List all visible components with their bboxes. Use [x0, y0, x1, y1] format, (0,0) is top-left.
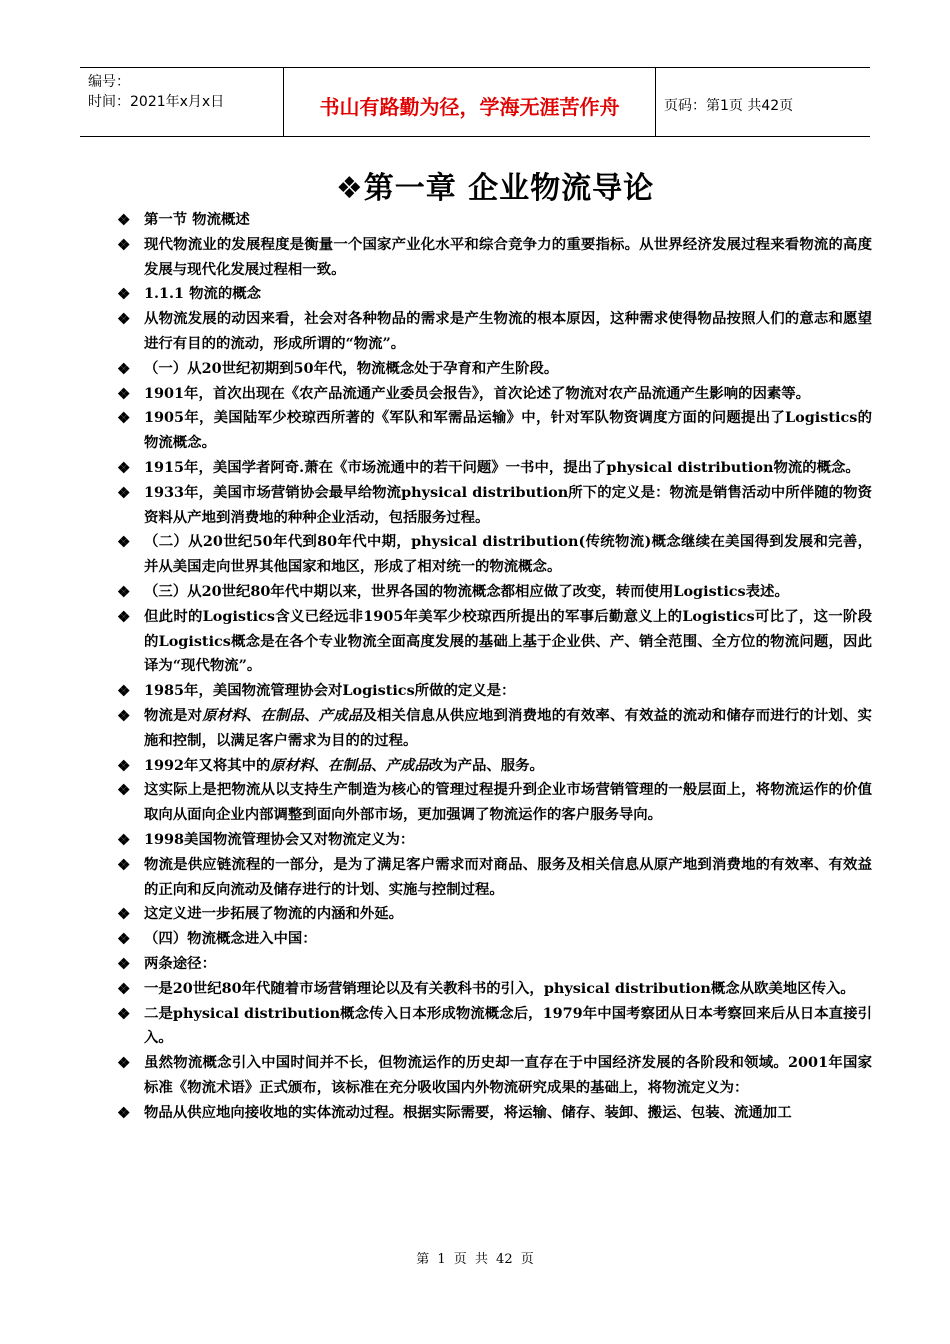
- list-item-text: 1992年又将其中的原材料、在制品、产成品改为产品、服务。: [144, 756, 544, 774]
- list-item: [117, 927, 872, 952]
- diamond-bullet-icon: ❖: [117, 211, 131, 229]
- bullet-list: [117, 208, 872, 1125]
- list-item: [117, 530, 872, 580]
- list-item: [117, 853, 872, 903]
- number-label: 编号：: [88, 74, 130, 90]
- diamond-bullet-icon: ❖: [117, 682, 131, 701]
- list-item-text: 这实际上是把物流从以支持生产制造为核心的管理过程提升到企业市场营销管理的一般层面上，将物流运作的价值取向从面向企业内部调整到面向外部市场，更加强调了物流运作的客户服务导向。: [144, 781, 872, 824]
- diamond-bullet-icon: ❖: [117, 1004, 131, 1023]
- diamond-bullet-icon: ❖: [117, 830, 131, 849]
- list-item: [117, 704, 872, 754]
- list-item: [117, 208, 872, 233]
- diamond-bullet-icon: ❖: [117, 533, 131, 552]
- diamond-bullet-icon: ❖: [117, 1054, 131, 1073]
- list-item: [117, 456, 872, 481]
- list-item: [117, 679, 872, 704]
- header-motto: 书山有路勤为径，学海无涯苦作舟: [283, 68, 656, 136]
- diamond-bullet-icon: ❖: [117, 855, 131, 874]
- list-item: [117, 307, 872, 357]
- list-item-text: 物流是供应链流程的一部分，是为了满足客户需求而对商品、服务及相关信息从原产地到消费地的有效率、有效益的正向和反向流动及储存进行的计划、实施与控制过程。: [144, 855, 872, 898]
- list-item: [117, 754, 872, 779]
- list-item-text: 1905年，美国陆军少校琼西所著的《军队和军需品运输》中，针对军队物资调度方面的问题提出了Logistics的物流概念。: [144, 409, 872, 452]
- list-item-text: 1998美国物流管理协会又对物流定义为：: [144, 830, 415, 848]
- list-item: [117, 952, 872, 977]
- header-meta: [80, 68, 283, 136]
- list-item-text: 1915年，美国学者阿奇.萧在《市场流通中的若干问题》一书中，提出了physical distribution物流的概念。: [144, 458, 860, 476]
- diamond-bullet-icon: ❖: [117, 458, 131, 477]
- diamond-bullet-icon: ❖: [117, 310, 131, 329]
- list-item-text: 现代物流业的发展程度是衡量一个国家产业化水平和综合竞争力的重要指标。从世界经济发展过程来看物流的高度发展与现代化发展过程相一致。: [144, 235, 872, 278]
- list-item-text: （一）从20世纪初期到50年代，物流概念处于孕育和产生阶段。: [144, 359, 559, 377]
- list-item-text: 一是20世纪80年代随着市场营销理论以及有关教科书的引入，physical distribution概念从欧美地区传入。: [144, 979, 855, 997]
- list-item: [117, 580, 872, 605]
- diamond-bullet-icon: ❖: [117, 954, 131, 973]
- list-item: [117, 1002, 872, 1052]
- list-item: [117, 382, 872, 407]
- list-item: [117, 778, 872, 828]
- diamond-bullet-icon: ❖: [117, 905, 131, 924]
- diamond-bullet-icon: ❖: [117, 384, 131, 403]
- list-item: [117, 1051, 872, 1101]
- list-item-text: 1985年，美国物流管理协会对Logistics所做的定义是：: [144, 682, 516, 700]
- list-item-text: 1901年，首次出现在《农产品流通产业委员会报告》，首次论述了物流对农产品流通产生影响的因素等。: [144, 384, 811, 402]
- diamond-bullet-icon: ❖: [117, 483, 131, 502]
- list-item-text: （三）从20世纪80年代中期以来，世界各国的物流概念都相应做了改变，转而使用Logistics表述。: [144, 582, 789, 600]
- diamond-bullet-icon: ❖: [117, 756, 131, 775]
- list-item-text: 这定义进一步拓展了物流的内涵和外延。: [144, 905, 404, 923]
- list-item: [117, 828, 872, 853]
- diamond-bullet-icon: ❖: [117, 359, 131, 378]
- diamond-bullet-icon: ❖: [117, 607, 131, 626]
- document-header: [80, 67, 870, 137]
- list-item-text: 物品从供应地向接收地的实体流动过程。根据实际需要，将运输、储存、装卸、搬运、包装、流通加工: [144, 1103, 792, 1121]
- page-footer: 第 1 页 共 42 页: [416, 1252, 534, 1267]
- list-item: [117, 282, 872, 307]
- diamond-bullet-icon: ❖: [117, 582, 131, 601]
- diamond-bullet-icon: ❖: [117, 979, 131, 998]
- diamond-bullet-icon: ❖: [117, 930, 131, 949]
- date-label: 时间：2021年x月x日: [88, 94, 225, 110]
- list-item: [117, 481, 872, 531]
- list-item: [117, 902, 872, 927]
- list-item-text: （四）物流概念进入中国：: [144, 930, 317, 948]
- list-item: [117, 233, 872, 283]
- list-item-text: 第一节 物流概述: [144, 211, 250, 228]
- list-item-text: 两条途径：: [144, 954, 216, 972]
- list-item: [117, 605, 872, 679]
- list-item-text: 虽然物流概念引入中国时间并不长，但物流运作的历史却一直存在于中国经济发展的各阶段和领域。2001年国家标准《物流术语》正式颁布，该标准在充分吸收国内外物流研究成果的基础上，将物流定义为：: [144, 1054, 872, 1096]
- list-item: [117, 406, 872, 456]
- list-item-text: 但此时的Logistics含义已经远非1905年美军少校琼西所提出的军事后勤意义上的Logistics可比了，这一阶段的Logistics概念是在各个专业物流全面高度发展的基础上基于企业供、产、销全范围、全方位的物流问题，因此译为“现代物流”。: [144, 607, 872, 675]
- diamond-bullet-icon: ❖: [117, 235, 131, 254]
- list-item: [117, 357, 872, 382]
- chapter-title: ❖第一章 企业物流导论: [335, 171, 655, 206]
- diamond-bullet-icon: ❖: [117, 1103, 131, 1122]
- list-item: [117, 977, 872, 1002]
- diamond-bullet-icon: ❖: [117, 706, 131, 725]
- list-item-text: 1.1.1 物流的概念: [144, 285, 262, 303]
- diamond-bullet-icon: ❖: [117, 285, 131, 304]
- diamond-bullet-icon: ❖: [117, 409, 131, 428]
- list-item-text: 从物流发展的动因来看，社会对各种物品的需求是产生物流的根本原因，这种需求使得物品按照人们的意志和愿望进行有目的的流动，形成所谓的“物流”。: [144, 310, 872, 352]
- list-item-text: 二是physical distribution概念传入日本形成物流概念后，1979年中国考察团从日本考察回来后从日本直接引入。: [144, 1004, 872, 1047]
- header-page-info: 页码：第1页 共42页: [664, 98, 794, 114]
- list-item-text: 物流是对原材料、在制品、产成品及相关信息从供应地到消费地的有效率、有效益的流动和储存而进行的计划、实施和控制，以满足客户需求为目的的过程。: [144, 706, 872, 749]
- list-item-text: （二）从20世纪50年代到80年代中期，physical distribution(传统物流)概念继续在美国得到发展和完善，并从美国走向世界其他国家和地区，形成了相对统一的物流概念。: [144, 533, 872, 576]
- list-item-text: 1933年，美国市场营销协会最早给物流physical distribution所下的定义是：物流是销售活动中所伴随的物资资料从产地到消费地的种种企业活动，包括服务过程。: [144, 483, 872, 526]
- list-item: [117, 1101, 872, 1126]
- diamond-bullet-icon: ❖: [117, 781, 131, 800]
